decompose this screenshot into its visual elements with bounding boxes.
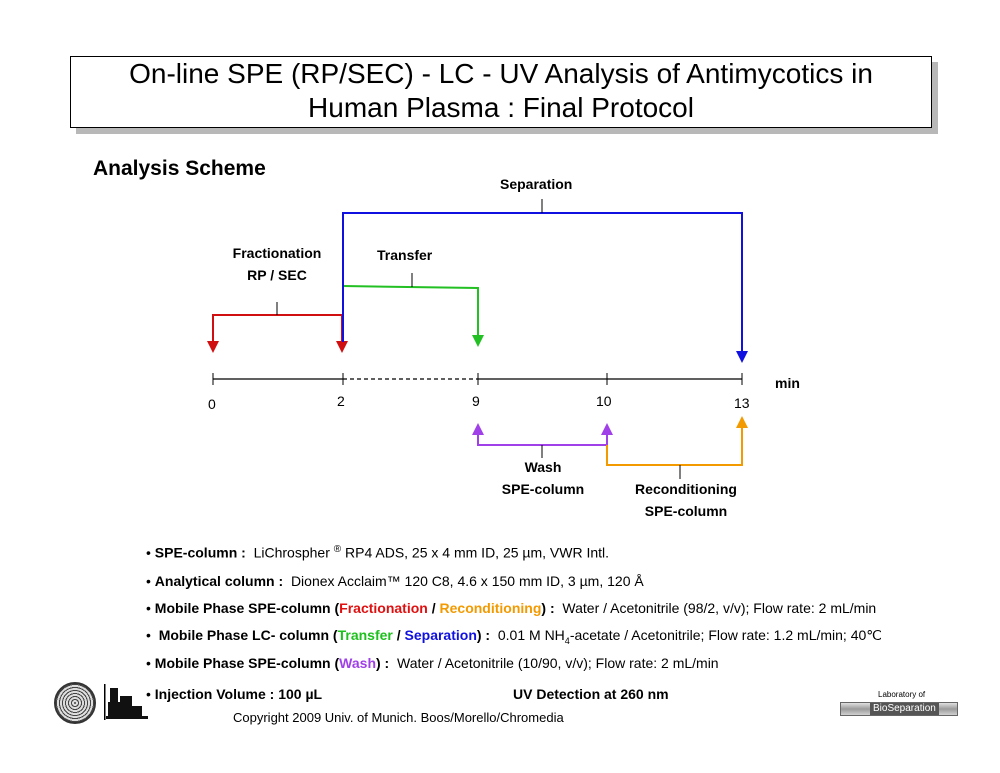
- bullet-spe-label: SPE-column :: [154, 544, 246, 561]
- lab-badge-top: Laboratory of: [878, 690, 926, 699]
- bullet-mp-spe-text: Water / Acetonitrile (98/2, v/v); Flow rate: 2 mL/min: [562, 600, 877, 616]
- bullet-spe-column: • SPE-column : LiChrospher ® RP4 ADS, 25 x 4 mm ID, 25 µm, VWR Intl.: [146, 544, 610, 561]
- fractionation-bracket: [207, 302, 348, 353]
- tick-label-9: 9: [472, 393, 480, 409]
- lab-badge-name: BioSeparation: [870, 703, 939, 715]
- section-heading: Analysis Scheme: [93, 157, 266, 180]
- label-fractionation-line2: RP / SEC: [247, 267, 307, 283]
- tick-label-13: 13: [734, 395, 750, 411]
- bullet-mp-lc-slash: /: [392, 627, 405, 643]
- bullet-mp-spe-reconditioning: Reconditioning: [439, 600, 542, 616]
- time-axis: [213, 373, 742, 385]
- bullet-mp-lc-transfer: Transfer: [337, 627, 393, 643]
- tick-label-2: 2: [337, 393, 345, 409]
- wash-bracket: [472, 423, 613, 458]
- label-separation: Separation: [500, 176, 573, 192]
- reconditioning-bracket: [607, 416, 748, 479]
- bioseparation-lab-logo: [840, 690, 958, 724]
- bullet-spe-reg: ®: [333, 544, 342, 555]
- bullet-spe-text: LiChrospher: [253, 544, 330, 561]
- bullet-mp-wash-label: Mobile Phase SPE-column (: [154, 655, 340, 671]
- bullet-mp-wash-close: ) :: [376, 655, 390, 671]
- bullet-mp-spe-fractionation: Fractionation: [339, 600, 428, 616]
- transfer-bracket: [343, 273, 484, 347]
- tick-label-0: 0: [208, 396, 216, 412]
- bullet-analytical-text: Dionex Acclaim™ 120 C8, 4.6 x 150 mm ID, 3 µm, 120 Å: [290, 573, 644, 589]
- bullet-spe-text2: RP4 ADS, 25 x 4 mm ID, 25 µm, VWR Intl.: [341, 544, 610, 561]
- bullet-mobile-phase-wash: • Mobile Phase SPE-column (Wash) : Water / Acetonitrile (10/90, v/v); Flow rate: 2 mL/min: [146, 655, 719, 671]
- bullet-mp-wash-text: Water / Acetonitrile (10/90, v/v); Flow rate: 2 mL/min: [397, 655, 719, 671]
- bullet-mp-spe-close: ) :: [541, 600, 555, 616]
- bullet-mp-lc-label: Mobile Phase LC- column (: [158, 627, 338, 643]
- label-wash-line2: SPE-column: [501, 481, 585, 497]
- bullet-inj-label: Injection Volume : 100 µL: [154, 686, 323, 702]
- label-reconditioning-line2: SPE-column: [644, 503, 728, 519]
- bullet-mp-lc-text1: 0.01 M NH: [497, 627, 565, 643]
- title-line-2: Human Plasma : Final Protocol: [308, 92, 694, 123]
- label-wash-line1: Wash: [524, 459, 562, 475]
- bullet-mp-wash-wash: Wash: [339, 655, 376, 671]
- axis-unit: min: [775, 375, 800, 391]
- separation-bracket: [343, 199, 748, 363]
- bullet-mp-lc-text2: -acetate / Acetonitrile; Flow rate: 1.2 mL/min; 40℃: [569, 627, 883, 643]
- bullet-mobile-phase-lc: • Mobile Phase LC- column (Transfer / Separation) : 0.01 M $NH_4$-acetate / Acetonitrile; Flow rate: 1.2 mL/min; 40℃: [146, 627, 883, 646]
- label-reconditioning-line1: Reconditioning: [635, 481, 737, 497]
- bullet-mp-lc-sub: 4: [564, 635, 570, 646]
- bullet-mobile-phase-spe: • Mobile Phase SPE-column (Fractionation / Reconditioning) : Water / Acetonitrile (98/2, v/v); Flow rate: 2 mL/min: [146, 600, 877, 616]
- bullet-analytical-label: Analytical column :: [154, 573, 284, 589]
- university-seal-logo: [54, 682, 96, 724]
- label-fractionation-line1: Fractionation: [232, 245, 322, 261]
- bullet-mp-spe-slash: /: [427, 600, 440, 616]
- label-fractionation: [229, 242, 325, 286]
- bullet-injection-volume: • Injection Volume : 100 µL: [146, 686, 323, 702]
- uv-detection: UV Detection at 260 nm: [513, 686, 669, 702]
- bullet-mp-lc-separation: Separation: [404, 627, 477, 643]
- apparatus-logo: [104, 684, 150, 720]
- copyright: Copyright 2009 Univ. of Munich. Boos/Morello/Chromedia: [233, 710, 564, 725]
- bullet-analytical-column: • Analytical column : Dionex Acclaim™ 120 C8, 4.6 x 150 mm ID, 3 µm, 120 Å: [146, 573, 644, 589]
- label-transfer: Transfer: [377, 247, 433, 263]
- title-line-1: On-line SPE (RP/SEC) - LC - UV Analysis of Antimycotics in: [129, 58, 873, 89]
- label-reconditioning: [630, 478, 742, 522]
- bullet-mp-spe-label: Mobile Phase SPE-column (: [154, 600, 340, 616]
- bullet-mp-lc-close: ) :: [476, 627, 491, 643]
- tick-label-10: 10: [596, 393, 612, 409]
- label-wash: [496, 456, 590, 500]
